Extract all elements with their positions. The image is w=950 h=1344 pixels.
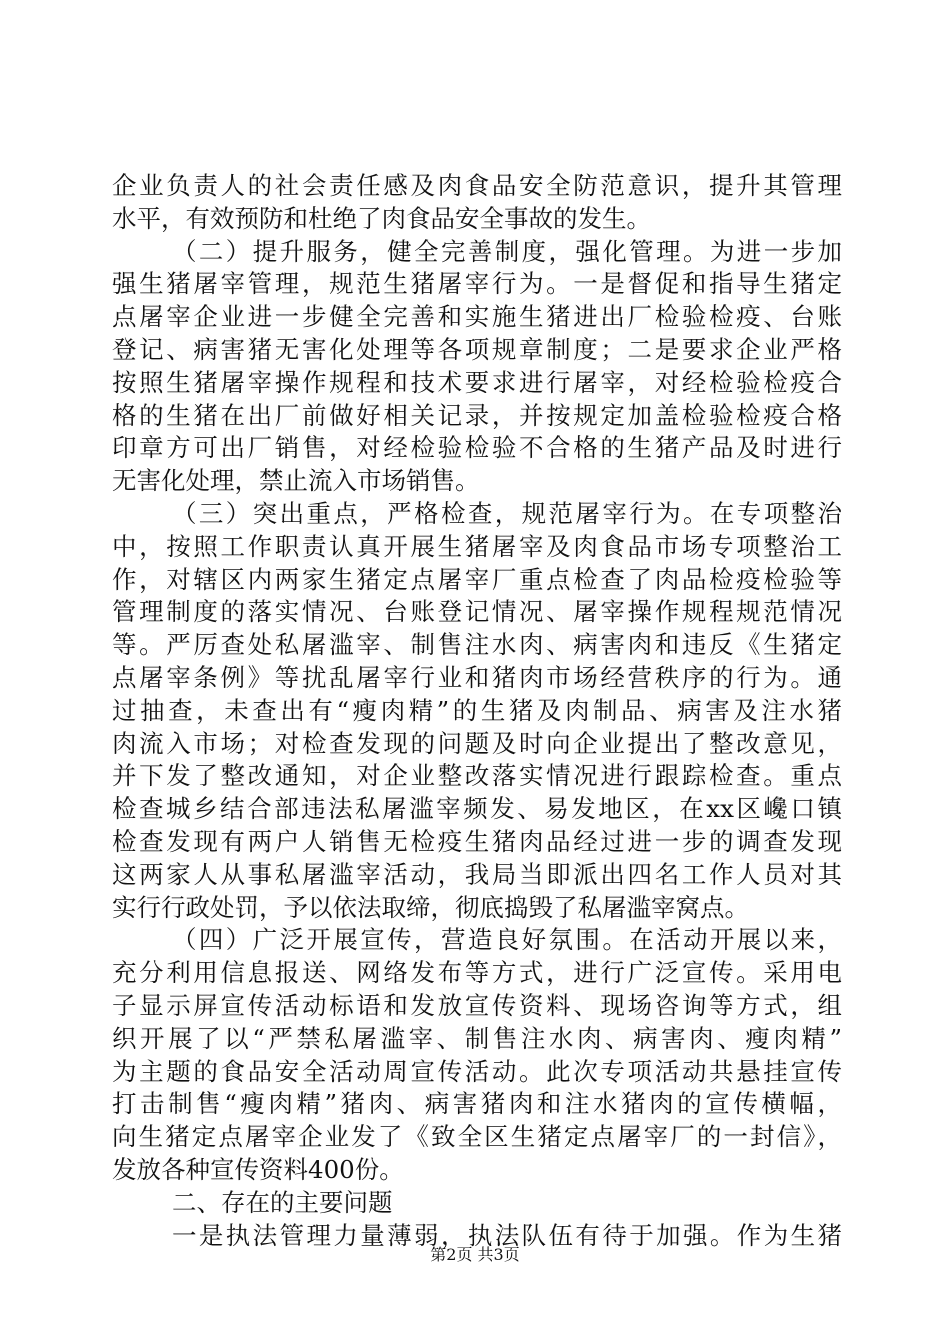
section-heading: 二、存在的主要问题 — [172, 1187, 393, 1217]
text-line: 检查发现有两户人销售无检疫生猪肉品经过进一步的调查发现 — [112, 826, 842, 856]
text-line: 过抽查，未查出有“瘦肉精”的生猪及肉制品、病害及注水猪 — [112, 695, 842, 725]
paragraph-start-line: （四）广泛开展宣传，营造良好氛围。在活动开展以来， — [172, 925, 842, 955]
document-body — [112, 170, 842, 1252]
text-line: 等。严厉查处私屠滥宰、制售注水肉、病害肉和违反《生猪定 — [112, 630, 842, 660]
text-line: 无害化处理，禁止流入市场销售。 — [112, 466, 480, 496]
text-line: 管理制度的落实情况、台账登记情况、屠宰操作规程规范情况 — [112, 597, 842, 627]
text-line: 强生猪屠宰管理，规范生猪屠宰行为。一是督促和指导生猪定 — [112, 269, 842, 299]
text-line: 向生猪定点屠宰企业发了《致全区生猪定点屠宰厂的一封信》， — [112, 1122, 842, 1152]
text-line: 这两家人从事私屠滥宰活动，我局当即派出四名工作人员对其 — [112, 859, 842, 889]
text-line: 印章方可出厂销售，对经检验检验不合格的生猪产品及时进行 — [112, 433, 842, 463]
text-line: 作，对辖区内两家生猪定点屠宰厂重点检查了肉品检疫检验等 — [112, 564, 842, 594]
text-line: 织开展了以“严禁私屠滥宰、制售注水肉、病害肉、瘦肉精” — [112, 1023, 842, 1053]
text-line: 登记、病害猪无害化处理等各项规章制度；二是要求企业严格 — [112, 334, 842, 364]
text-line: 点屠宰条例》等扰乱屠宰行业和猪肉市场经营秩序的行为。通 — [112, 662, 842, 692]
text-line: 点屠宰企业进一步健全完善和实施生猪进出厂检验检疫、台账 — [112, 302, 842, 332]
text-line: 打击制售“瘦肉精”猪肉、病害猪肉和注水猪肉的宣传横幅， — [112, 1089, 842, 1119]
text-line: 水平，有效预防和杜绝了肉食品安全事故的发生。 — [112, 203, 651, 233]
text-line: 充分利用信息报送、网络发布等方式，进行广泛宣传。采用电 — [112, 958, 842, 988]
paragraph-start-line: 一是执法管理力量薄弱，执法队伍有待于加强。作为生猪 — [172, 1220, 842, 1250]
text-line: 企业负责人的社会责任感及肉食品安全防范意识，提升其管理 — [112, 171, 842, 200]
text-line: 子显示屏宣传活动标语和发放宣传资料、现场咨询等方式，组 — [112, 990, 842, 1020]
text-line: 发放各种宣传资料400份。 — [112, 1154, 404, 1184]
text-line: 按照生猪屠宰操作规程和技术要求进行屠宰，对经检验检疫合 — [112, 367, 842, 397]
text-line: 格的生猪在出厂前做好相关记录，并按规定加盖检验检疫合格 — [112, 400, 842, 430]
text-line: 为主题的食品安全活动周宣传活动。此次专项活动共悬挂宣传 — [112, 1056, 842, 1086]
text-line: 肉流入市场；对检查发现的问题及时向企业提出了整改意见， — [112, 728, 842, 758]
text-line: 并下发了整改通知，对企业整改落实情况进行跟踪检查。重点 — [112, 761, 842, 791]
text-line: 检查城乡结合部违法私屠滥宰频发、易发地区，在xx区巉口镇 — [112, 794, 842, 824]
page-number-footer: 第2页 共3页 — [430, 1245, 520, 1264]
text-line: 实行行政处罚，予以依法取缔，彻底捣毁了私屠滥宰窝点。 — [112, 892, 749, 922]
text-line: 中，按照工作职责认真开展生猪屠宰及肉食品市场专项整治工 — [112, 531, 842, 561]
paragraph-start-line: （三）突出重点，严格检查，规范屠宰行为。在专项整治 — [172, 498, 842, 528]
paragraph-start-line: （二）提升服务，健全完善制度，强化管理。为进一步加 — [172, 236, 842, 266]
